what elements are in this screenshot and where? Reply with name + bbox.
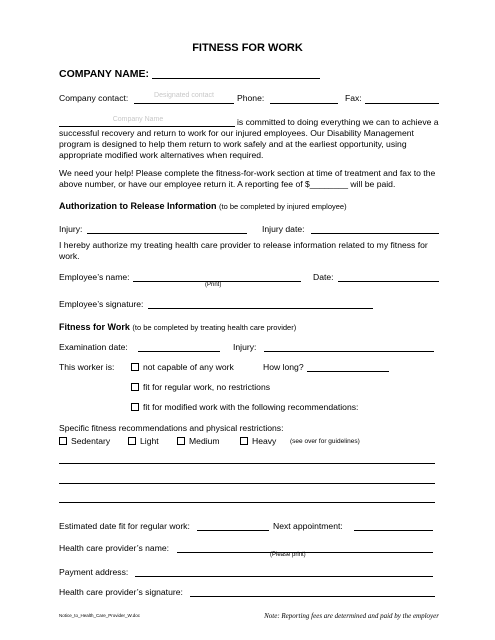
authorization-note: (to be completed by injured employee) xyxy=(219,202,347,211)
designated-contact-placeholder: Designated contact xyxy=(154,92,214,99)
fitness-heading-text: Fitness for Work xyxy=(59,322,130,332)
fax-field[interactable] xyxy=(365,103,439,104)
footer-note: Note: Reporting fees are determined and paid by the employer xyxy=(264,612,439,620)
option-not-capable[interactable] xyxy=(131,362,234,372)
how-long-field[interactable] xyxy=(307,371,389,372)
examination-date-label: Examination date: xyxy=(59,342,128,352)
provider-signature-field[interactable] xyxy=(190,596,435,597)
phone-label: Phone: xyxy=(237,93,265,103)
intro-paragraph: is committed to doing everything we can to achieve a successful recovery and return to work for our injured employees. Our Disability Management program is designed to help them return to work safely and at the earliest opportunity, using appropriate modified work alternatives when required. xyxy=(59,117,439,160)
option-fit-modified[interactable] xyxy=(131,402,358,412)
checkbox-icon[interactable] xyxy=(240,437,248,445)
checkbox-icon[interactable] xyxy=(59,437,67,445)
option-fit-regular[interactable] xyxy=(131,382,270,392)
level-light[interactable] xyxy=(128,436,159,446)
page-title: FITNESS FOR WORK xyxy=(192,42,303,54)
next-appointment-field[interactable] xyxy=(354,530,433,531)
next-appointment-label: Next appointment: xyxy=(273,521,343,531)
company-name-label: COMPANY NAME: xyxy=(59,68,150,80)
examination-date-field[interactable] xyxy=(138,351,220,352)
help-paragraph: We need your help! Please complete the fitness-for-work section at time of treatment and fax to the above number, or have our employee return it. A reporting fee of $________ will be paid. xyxy=(59,168,436,189)
injury-label: Injury: xyxy=(59,224,83,234)
worker-is-label: This worker is: xyxy=(59,362,115,372)
recommendation-line[interactable] xyxy=(59,463,435,464)
company-contact-label: Company contact: xyxy=(59,93,129,103)
level-medium-label: Medium xyxy=(189,436,220,446)
payment-address-label: Payment address: xyxy=(59,567,129,577)
injury-date-label: Injury date: xyxy=(262,224,305,234)
level-sedentary-label: Sedentary xyxy=(71,436,111,446)
date-label: Date: xyxy=(313,272,334,282)
consent-paragraph: I hereby authorize my treating health care provider to release information related to my fitness for work. xyxy=(59,240,428,261)
how-long-label: How long? xyxy=(263,362,304,372)
checkbox-icon[interactable] xyxy=(131,403,139,411)
guidelines-note: (see over for guidelines) xyxy=(290,438,360,445)
employee-signature-label: Employee’s signature: xyxy=(59,299,144,309)
checkbox-icon[interactable] xyxy=(128,437,136,445)
option-fit-modified-label: fit for modified work with the following recommendations: xyxy=(143,402,359,412)
print-note: (Print) xyxy=(205,282,222,288)
payment-address-field[interactable] xyxy=(135,576,433,577)
date-field[interactable] xyxy=(338,281,439,282)
please-print-note: (Please print) xyxy=(270,552,306,558)
level-sedentary[interactable] xyxy=(59,436,110,446)
checkbox-icon[interactable] xyxy=(131,383,139,391)
fax-label: Fax: xyxy=(345,93,362,103)
checkbox-icon[interactable] xyxy=(131,363,139,371)
fitness-injury-field[interactable] xyxy=(264,351,434,352)
injury-date-field[interactable] xyxy=(311,233,439,234)
recommendation-line[interactable] xyxy=(59,502,435,503)
recommendation-line[interactable] xyxy=(59,483,435,484)
provider-signature-label: Health care provider’s signature: xyxy=(59,587,183,597)
authorization-heading-text: Authorization to Release Information xyxy=(59,201,217,211)
option-fit-regular-label: fit for regular work, no restrictions xyxy=(143,382,271,392)
fitness-note: (to be completed by treating health care provider) xyxy=(132,323,297,332)
fitness-heading xyxy=(59,322,296,332)
option-not-capable-label: not capable of any work xyxy=(143,362,234,372)
employee-name-label: Employee’s name: xyxy=(59,272,130,282)
recommendations-label: Specific fitness recommendations and physical restrictions: xyxy=(59,423,284,433)
company-name-placeholder: Company Name xyxy=(112,116,164,123)
injury-field[interactable] xyxy=(87,233,247,234)
level-heavy[interactable] xyxy=(240,436,276,446)
level-heavy-label: Heavy xyxy=(252,436,277,446)
estimated-date-field[interactable] xyxy=(197,530,269,531)
footer-filename: Notice_to_Health_Care_Provider_W.doc xyxy=(59,613,141,618)
fitness-injury-label: Injury: xyxy=(233,342,257,352)
company-name-field[interactable] xyxy=(152,78,320,79)
authorization-heading xyxy=(59,201,347,211)
employee-signature-field[interactable] xyxy=(148,308,373,309)
level-light-label: Light xyxy=(140,436,159,446)
provider-name-label: Health care provider’s name: xyxy=(59,543,170,553)
checkbox-icon[interactable] xyxy=(177,437,185,445)
phone-field[interactable] xyxy=(270,103,338,104)
estimated-date-label: Estimated date fit for regular work: xyxy=(59,521,190,531)
level-medium[interactable] xyxy=(177,436,220,446)
company-contact-field[interactable] xyxy=(134,103,234,104)
